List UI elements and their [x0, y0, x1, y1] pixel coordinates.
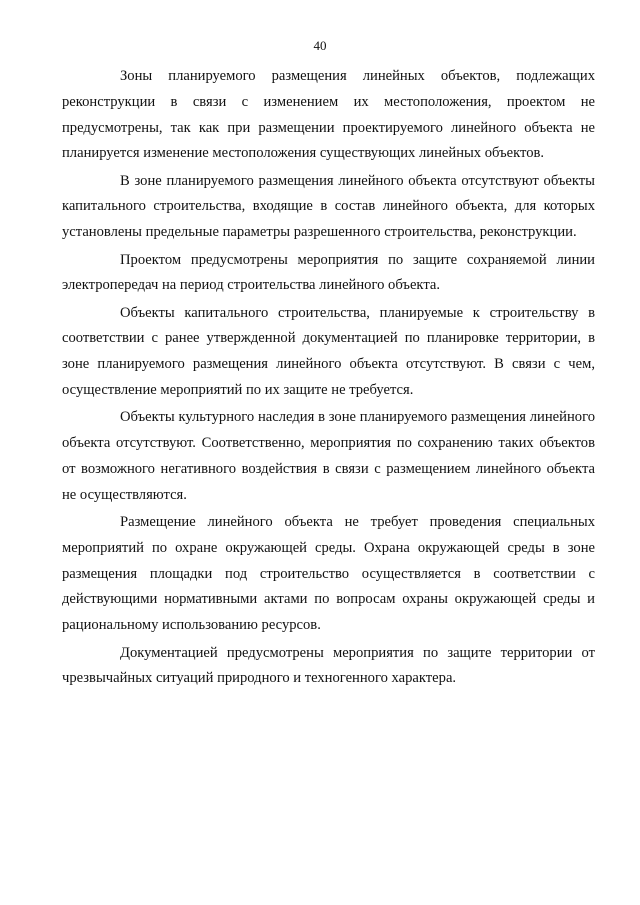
- page-number: 40: [313, 38, 327, 53]
- paragraph-capital-objects-in-zone: В зоне планируемого размещения линейного объекта отсутствуют объекты капитального строительства, входящие в состав линейного объекта, для которых установлены предельные параметры разрешенного строительства, реконструкции.: [62, 172, 595, 241]
- paragraph-emergency-protection: Документацией предусмотрены мероприятия по защите территории от чрезвычайных ситуаций природного и техногенного характера.: [62, 644, 595, 687]
- paragraph-power-line-protection: Проектом предусмотрены мероприятия по защите сохраняемой линии электропередач на период строительства линейного объекта.: [62, 251, 595, 294]
- paragraph-planned-construction: Объекты капитального строительства, планируемые к строительству в соответствии с ранее утвержденной документацией по планировке территории, в зоне планируемого размещения линейного объекта отсутствуют. В связи с чем, осуществление мероприятий по их защите не требуется.: [62, 304, 595, 399]
- paragraph-relocation-zones: Зоны планируемого размещения линейных объектов, подлежащих реконструкции в связи с изменением их местоположения, проектом не предусмотрены, так как при размещении проектируемого линейного объекта не планируется изменение местоположения существующих линейных объектов.: [62, 68, 595, 162]
- paragraph-cultural-heritage: Объекты культурного наследия в зоне планируемого размещения линейного объекта отсутствуют. Соответственно, мероприятия по сохранению таких объектов от возможного негативного воздействия в связи с размещением линейного объекта не осуществляются.: [62, 409, 595, 503]
- document-body: [62, 64, 595, 694]
- paragraph-environmental-protection: Размещение линейного объекта не требует проведения специальных мероприятий по охране окружающей среды. Охрана окружающей среды в зоне размещения площадки под строительство осуществляется в соответствии с действующими нормативными актами по вопросам охраны окружающей среды и рациональному использованию ресурсов.: [62, 514, 595, 634]
